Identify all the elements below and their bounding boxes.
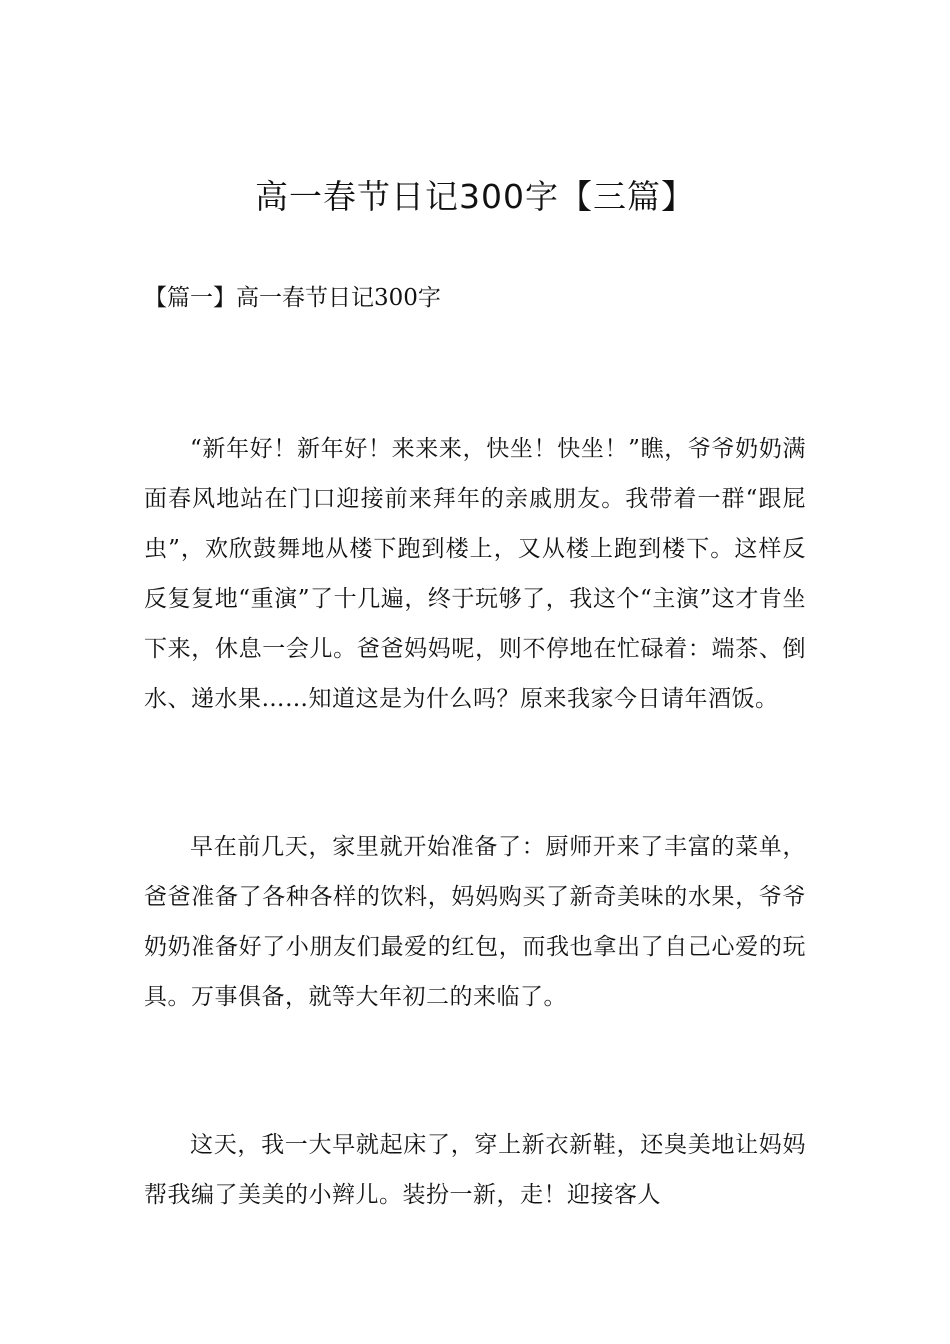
paragraph: 早在前几天，家里就开始准备了：厨师开来了丰富的菜单，爸爸准备了各种各样的饮料，妈妈购买了新奇美味的水果，爷爷奶奶准备好了小朋友们最爱的红包，而我也拿出了自己心爱的玩具。万事俱备，就等大年初二的来临了。: [144, 834, 806, 1010]
document-title: 高一春节日记300字【三篇】: [255, 177, 695, 216]
paragraph: “新年好！新年好！来来来，快坐！快坐！”瞧，爷爷奶奶满面春风地站在门口迎接前来拜年的亲戚朋友。我带着一群“跟屁虫”，欢欣鼓舞地从楼下跑到楼上，又从楼上跑到楼下。这样反反复复地“重演”了十几遍，终于玩够了，我这个“主演”这才肯坐下来，休息一会儿。爸爸妈妈呢，则不停地在忙碌着：端茶、倒水、递水果……知道这是为什么吗？原来我家今日请年酒饭。: [144, 436, 806, 712]
section-heading: 【篇一】高一春节日记300字: [144, 285, 441, 311]
paragraph: 这天，我一大早就起床了，穿上新衣新鞋，还臭美地让妈妈帮我编了美美的小辫儿。装扮一新，走！迎接客人: [144, 1132, 806, 1208]
